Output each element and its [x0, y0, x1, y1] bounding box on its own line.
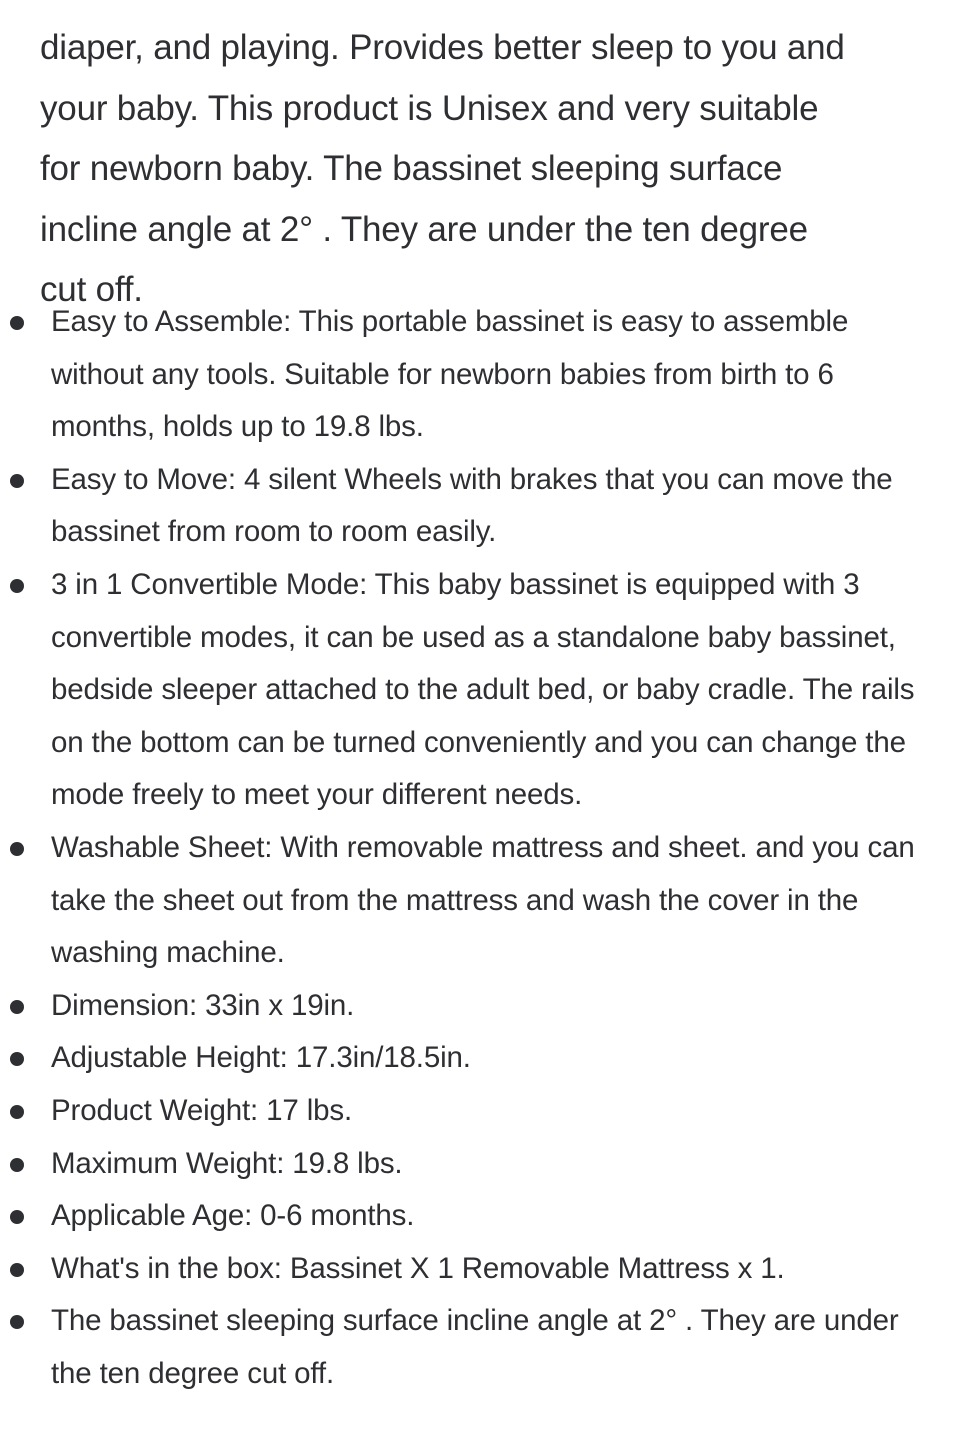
bullet-icon	[10, 474, 24, 488]
list-item	[0, 1032, 979, 1085]
feature-bullet-list	[0, 296, 979, 1400]
bullet-icon	[10, 1210, 24, 1224]
bullet-icon	[10, 1158, 24, 1172]
list-item	[0, 1085, 979, 1138]
list-item	[0, 822, 979, 980]
list-item	[0, 1138, 979, 1191]
bullet-icon	[10, 1105, 24, 1119]
list-item	[0, 296, 979, 454]
bullet-text: Adjustable Height: 17.3in/18.5in.	[51, 1041, 471, 1075]
bullet-text: What's in the box: Bassinet X 1 Removable Mattress x 1.	[51, 1251, 785, 1285]
bullet-text: 3 in 1 Convertible Mode: This baby bassinet is equipped with 3 convertible modes, it can be used as a standalone baby bassinet, bedside sleeper attached to the adult bed, or baby cradle. The rails on the bottom can be turned conveniently and you can change the mode freely to meet your different needs.	[51, 567, 915, 812]
bullet-icon	[10, 842, 24, 856]
bullet-icon	[10, 1052, 24, 1066]
bullet-text: Applicable Age: 0-6 months.	[51, 1199, 415, 1233]
list-item	[0, 1295, 979, 1400]
description-intro-paragraph: diaper, and playing. Provides better sleep to you and your baby. This product is Unisex and very suitable for newborn baby. The bassinet sleeping surface incline angle at 2° . They are under the ten degree cut off.	[40, 28, 845, 309]
list-item	[0, 1190, 979, 1243]
list-item	[0, 1243, 979, 1296]
bullet-text: Product Weight: 17 lbs.	[51, 1093, 352, 1127]
bullet-text: Washable Sheet: With removable mattress and sheet. and you can take the sheet out from the mattress and wash the cover in the washing machine.	[51, 830, 915, 970]
bullet-text: Easy to Move: 4 silent Wheels with brakes that you can move the bassinet from room to room easily.	[51, 462, 893, 549]
bullet-icon	[10, 1000, 24, 1014]
bullet-icon	[10, 316, 24, 330]
bullet-text: Easy to Assemble: This portable bassinet is easy to assemble without any tools. Suitable for newborn babies from birth to 6 months, holds up to 19.8 lbs.	[51, 305, 849, 444]
bullet-text: Dimension: 33in x 19in.	[51, 988, 355, 1022]
list-item	[0, 559, 979, 822]
bullet-icon	[10, 1315, 24, 1329]
bullet-icon	[10, 1263, 24, 1277]
list-item	[0, 980, 979, 1033]
bullet-text: The bassinet sleeping surface incline angle at 2° . They are under the ten degree cut off.	[51, 1304, 899, 1390]
bullet-icon	[10, 579, 24, 593]
list-item	[0, 454, 979, 559]
bullet-text: Maximum Weight: 19.8 lbs.	[51, 1146, 403, 1180]
